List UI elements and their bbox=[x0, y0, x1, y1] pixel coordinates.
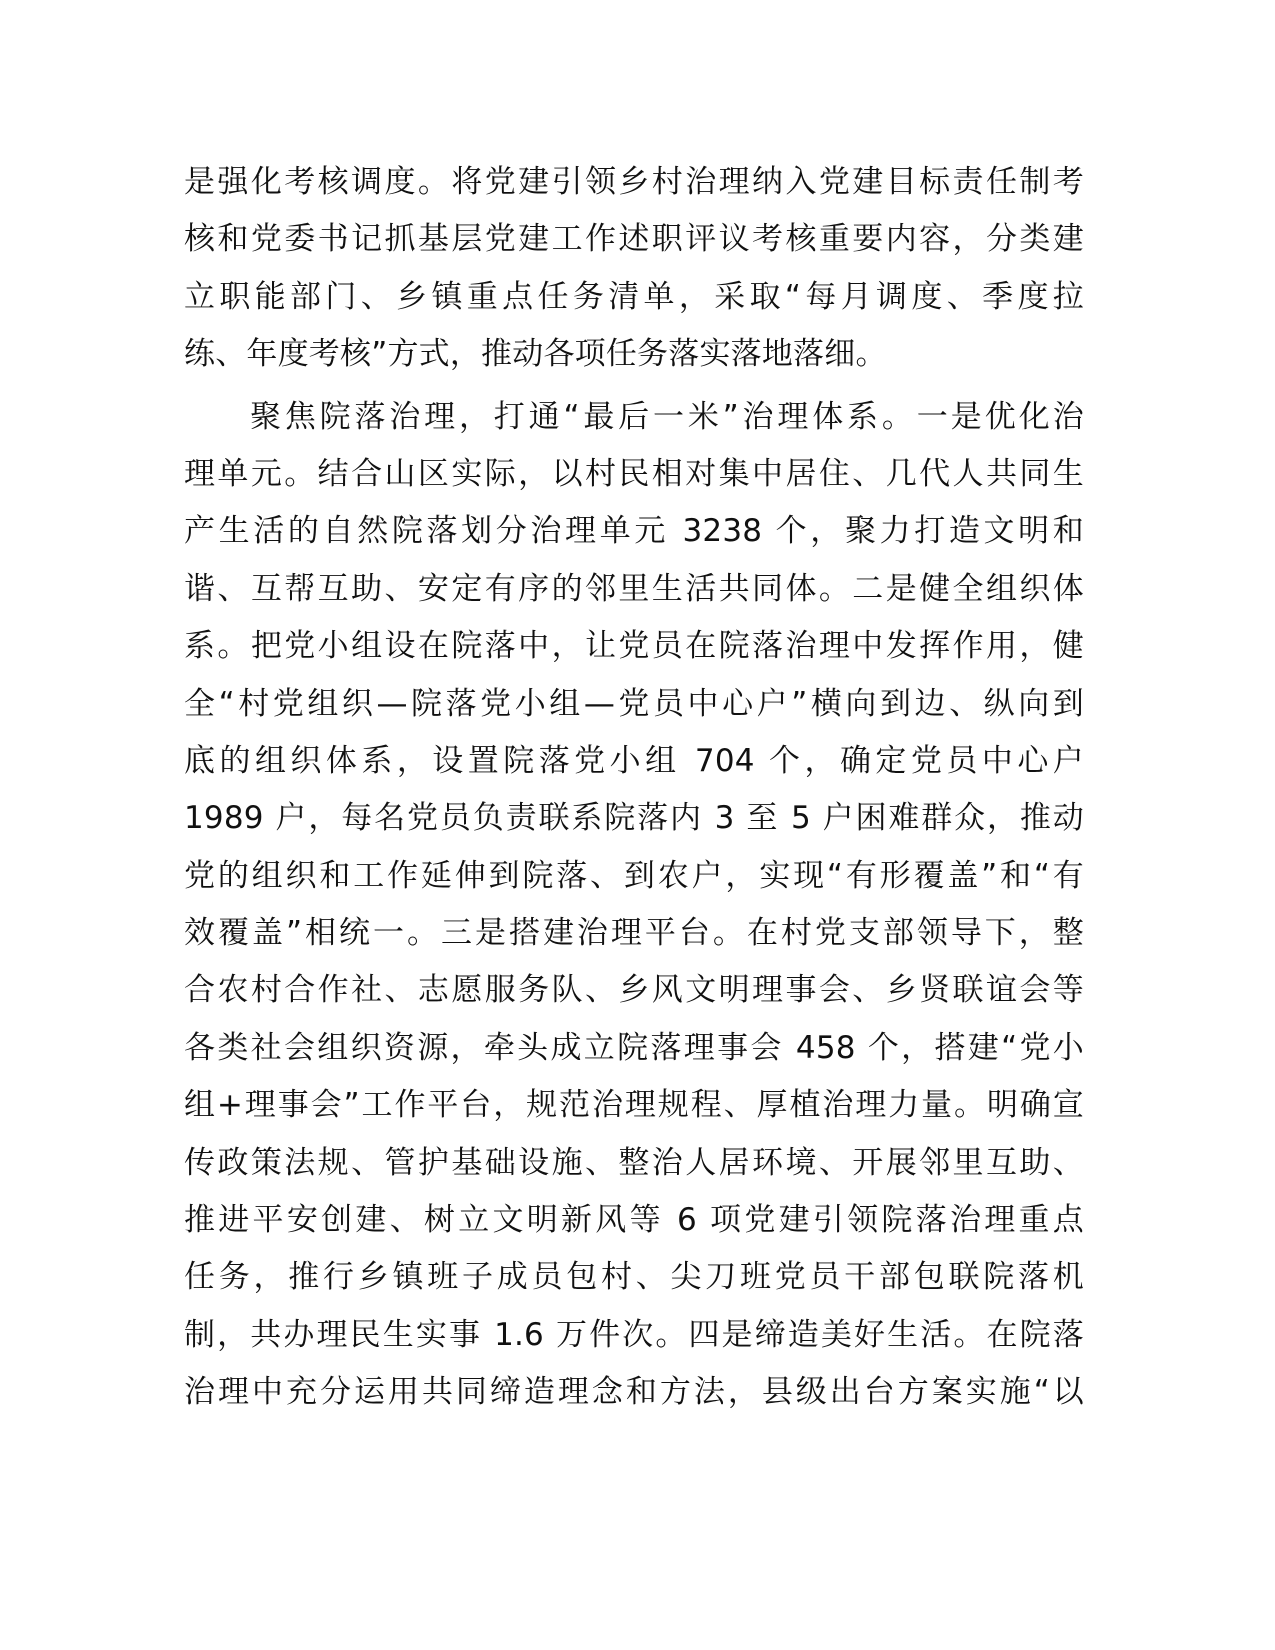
paragraph-line: 各类社会组织资源，牵头成立院落理事会 458 个，搭建“党小 bbox=[184, 1029, 1084, 1066]
paragraph-line: 练、年度考核”方式，推动各项任务落实落地落细。 bbox=[184, 336, 887, 373]
paragraph-1 bbox=[184, 154, 1084, 384]
paragraph-line: 传政策法规、管护基础设施、整治人居环境、开展邻里互助、 bbox=[184, 1144, 1084, 1181]
paragraph-line: 制，共办理民生实事 1.6 万件次。四是缔造美好生活。在院落 bbox=[184, 1316, 1084, 1353]
paragraph-line: 合农村合作社、志愿服务队、乡风文明理事会、乡贤联谊会等 bbox=[184, 972, 1084, 1009]
paragraph-line: 党的组织和工作延伸到院落、到农户，实现“有形覆盖”和“有 bbox=[184, 857, 1084, 894]
paragraph-line: 理单元。结合山区实际，以村民相对集中居住、几代人共同生 bbox=[184, 455, 1084, 492]
paragraph-line: 底的组织体系，设置院落党小组 704 个，确定党员中心户 bbox=[184, 742, 1084, 779]
paragraph-heading-line bbox=[184, 389, 1084, 446]
paragraph-line: 组+理事会”工作平台，规范治理规程、厚植治理力量。明确宣 bbox=[184, 1087, 1084, 1124]
paragraph-line: 全“村党组织—院落党小组—党员中心户”横向到边、纵向到 bbox=[184, 685, 1084, 722]
paragraph-line: 核和党委书记抓基层党建工作述职评议考核重要内容，分类建 bbox=[184, 221, 1084, 258]
paragraph-line: 立职能部门、乡镇重点任务清单，采取“每月调度、季度拉 bbox=[184, 278, 1084, 315]
paragraph-line: 治理中充分运用共同缔造理念和方法，县级出台方案实施“以 bbox=[184, 1374, 1084, 1411]
paragraph-line: 是强化考核调度。将党建引领乡村治理纳入党建目标责任制考 bbox=[184, 164, 1084, 200]
paragraph-line: 产生活的自然院落划分治理单元 3238 个，聚力打造文明和 bbox=[184, 513, 1084, 550]
paragraph-line: 1989 户，每名党员负责联系院落内 3 至 5 户困难群众，推动 bbox=[184, 800, 1084, 837]
paragraph-2 bbox=[184, 389, 1084, 1422]
paragraph-line: 任务，推行乡镇班子成员包村、尖刀班党员干部包联院落机 bbox=[184, 1259, 1084, 1296]
document-body bbox=[184, 154, 1084, 1422]
paragraph-line: 谐、互帮互助、安定有序的邻里生活共同体。二是健全组织体 bbox=[184, 570, 1084, 607]
heading-tail-text: 一是优化治 bbox=[916, 398, 1084, 435]
paragraph-line: 效覆盖”相统一。三是搭建治理平台。在村党支部领导下，整 bbox=[184, 915, 1084, 952]
paragraph-line: 推进平安创建、树立文明新风等 6 项党建引领院落治理重点 bbox=[184, 1202, 1084, 1239]
paragraph-line: 系。把党小组设在院落中，让党员在院落治理中发挥作用，健 bbox=[184, 628, 1084, 665]
section-heading: 聚焦院落治理，打通“最后一米”治理体系。 bbox=[250, 398, 917, 435]
